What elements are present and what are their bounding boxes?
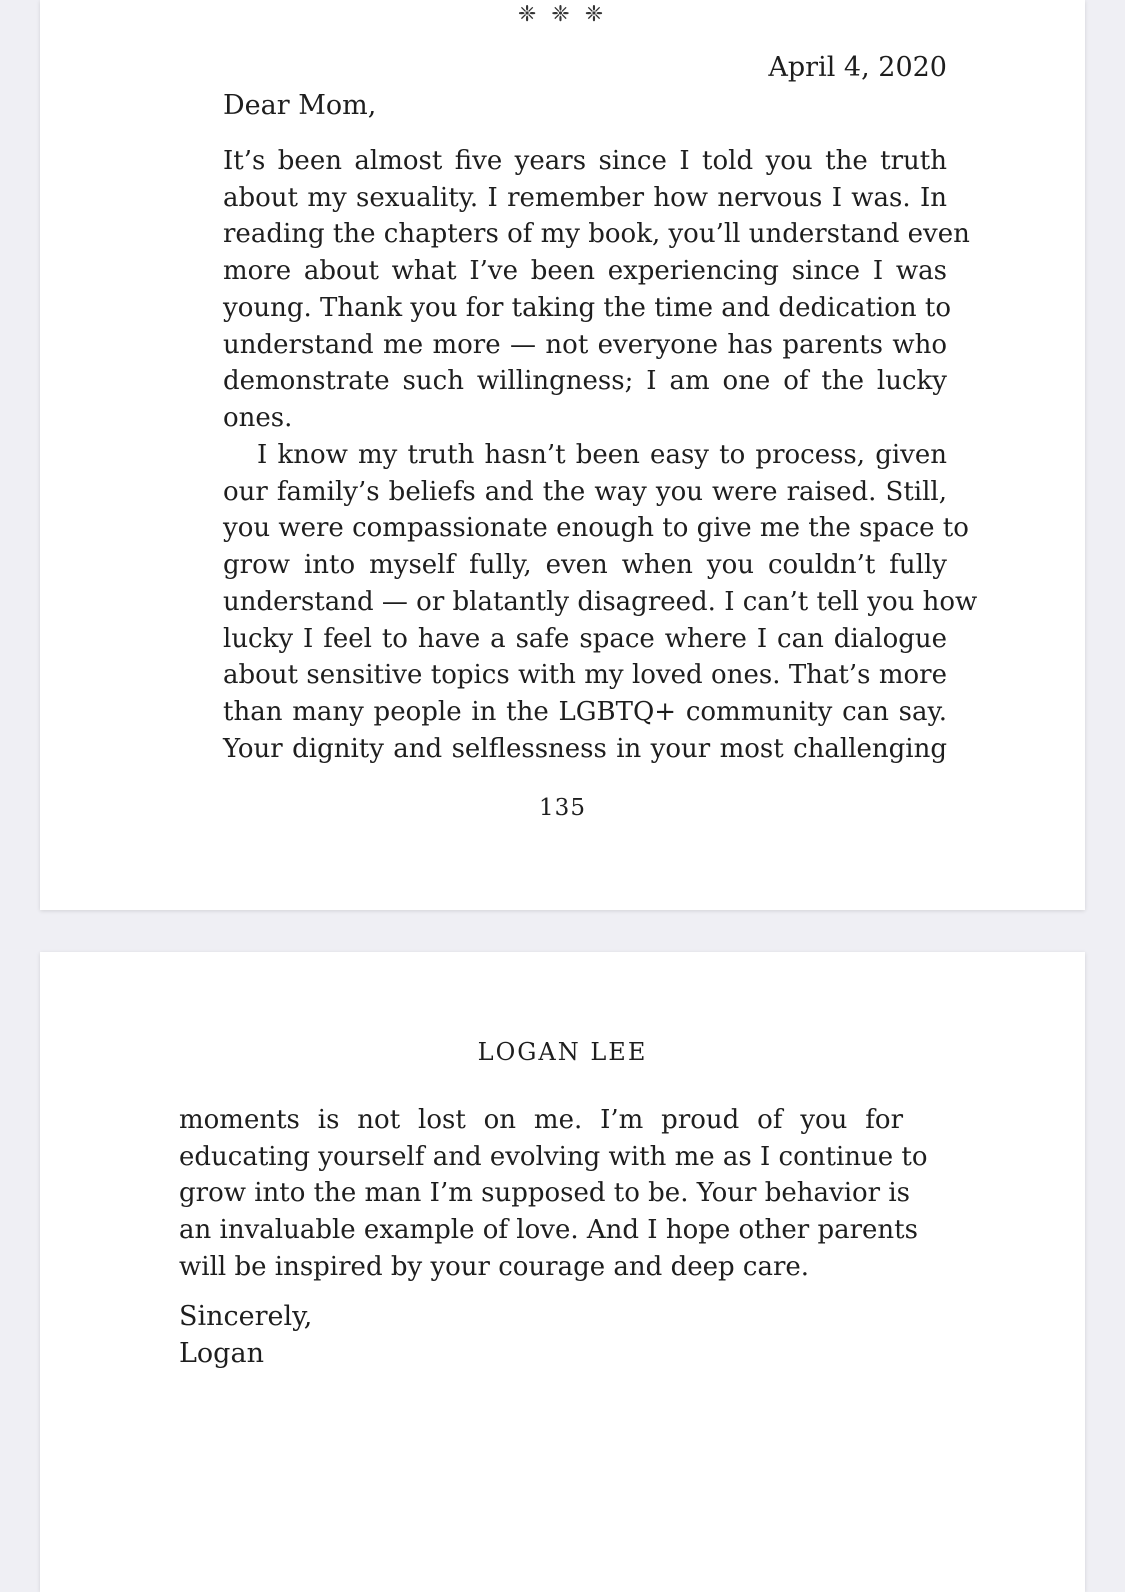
text-line: more about what I’ve been experiencing since I was	[223, 256, 947, 287]
text-line: will be inspired by your courage and deep care.	[179, 1251, 810, 1282]
text-line: you were compassionate enough to give me the space to	[223, 513, 969, 544]
section-break-ornament: ❈ ❈ ❈	[517, 2, 608, 27]
text-line: Your dignity and selflessness in your most challenging	[223, 733, 947, 764]
text-line: grow into the man I’m supposed to be. Your behavior is	[179, 1178, 911, 1209]
letter-signature: Logan	[179, 1338, 264, 1369]
letter-date: April 4, 2020	[768, 52, 947, 83]
text-line: our family’s beliefs and the way you were raised. Still,	[223, 476, 947, 507]
book-page-136	[40, 952, 1085, 1592]
text-line: It’s been almost five years since I told you the truth	[223, 146, 947, 176]
text-line: reading the chapters of my book, you’ll understand even	[223, 219, 970, 250]
text-line: than many people in the LGBTQ+ community can say.	[223, 696, 947, 727]
text-line: an invaluable example of love. And I hope other parents	[179, 1215, 918, 1246]
letter-closing: Sincerely,	[179, 1301, 313, 1332]
page-number: 135	[539, 795, 586, 821]
letter-paragraph-2	[223, 437, 978, 767]
text-line: educating yourself and evolving with me as I continue to	[179, 1141, 928, 1172]
text-line: demonstrate such willingness; I am one of the lucky	[223, 366, 947, 397]
text-line: young. Thank you for taking the time and dedication to	[223, 292, 951, 323]
text-line: I know my truth hasn’t been easy to process, given	[257, 440, 947, 470]
letter-salutation: Dear Mom,	[223, 90, 377, 121]
text-line: about sensitive topics with my loved ones. That’s more	[223, 660, 947, 691]
book-page-135	[40, 0, 1085, 910]
text-line: lucky I feel to have a safe space where I can dialogue	[223, 623, 947, 654]
text-line: understand — or blatantly disagreed. I can’t tell you how	[223, 586, 978, 617]
running-head-author: LOGAN LEE	[477, 1038, 648, 1066]
text-line: about my sexuality. I remember how nervous I was. In	[223, 182, 947, 213]
text-line: grow into myself fully, even when you couldn’t fully	[223, 550, 947, 581]
text-line: ones.	[223, 402, 293, 433]
letter-paragraph-1	[223, 143, 970, 437]
letter-paragraph-3	[179, 1102, 928, 1286]
text-line: understand me more — not everyone has parents who	[223, 329, 947, 360]
text-line: moments is not lost on me. I’m proud of you for	[179, 1105, 903, 1135]
